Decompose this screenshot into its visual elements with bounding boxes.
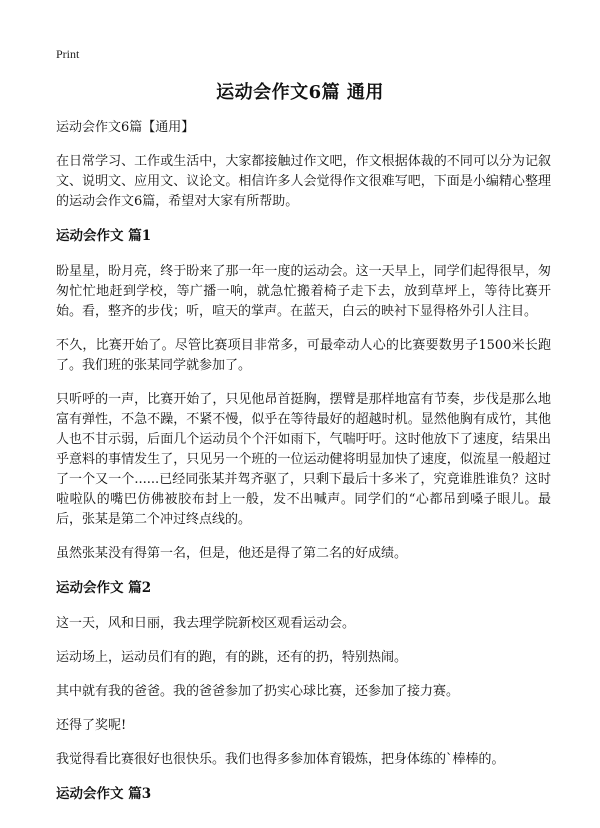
page-title: 运动会作文6篇 通用 — [216, 82, 384, 103]
section-heading-1: 运动会作文 篇1 — [56, 228, 152, 244]
paragraph: 虽然张某没有得第一名，但是，他还是得了第二名的好成绩。 — [56, 546, 408, 561]
paragraph: 不久，比赛开始了。尽管比赛项目非常多，可最牵动人心的比赛要数男子1500米长跑了。我们班的张某同学就参加了。 — [56, 338, 551, 373]
intro-paragraph: 在日常学习、工作或生活中，大家都接触过作文吧，作文根据体裁的不同可以分为记叙文、说明文、应用文、议论文。相信许多人会觉得作文很难写吧，下面是小编精心整理的运动会作文6篇，希望对大家有所帮助。 — [56, 154, 551, 209]
paragraph: 还得了奖呢! — [56, 718, 127, 733]
paragraph: 我觉得看比赛很好也很快乐。我们也得多参加体育锻炼，把身体练的`棒棒的。 — [56, 752, 505, 767]
print-link[interactable]: Print — [56, 47, 80, 61]
article-body — [56, 118, 551, 820]
paragraph: 只听呼的一声，比赛开始了，只见他昂首挺胸，摆臂是那样地富有节奏，步伐是那么地富有弹性，不急不躁，不紧不慢，似乎在等待最好的超越时机。显然他胸有成竹，其他人也不甘示弱，后面几个运动员个个汗如雨下，气喘吁吁。这时他放下了速度，结果出乎意料的事情发生了，只见另一个班的一位运动健将明显加快了速度，似流星一般超过了一个又一个......已经同张某并驾齐驱了，只剩下最后十多米了，究竟谁胜谁负？这时啦啦队的嘴巴仿佛被胶布封上一般，发不出喊声。同学们的“心都吊到嗓子眼儿。最后，张某是第二个冲过终点线的。 — [56, 392, 551, 527]
paragraph: 运动场上，运动员们有的跑，有的跳，还有的扔，特别热闹。 — [56, 650, 408, 665]
section-heading-2: 运动会作文 篇2 — [56, 580, 152, 596]
section-heading-3: 运动会作文 篇3 — [56, 786, 152, 802]
paragraph: 其中就有我的爸爸。我的爸爸参加了扔实心球比赛，还参加了接力赛。 — [56, 684, 460, 699]
paragraph: 盼星星，盼月亮，终于盼来了那一年一度的运动会。这一天早上，同学们起得很早，匆匆忙忙地赶到学校，等广播一响，就急忙搬着椅子走下去，放到草坪上，等待比赛开始。看，整齐的步伐；听，喧天的掌声。在蓝天，白云的映衬下显得格外引人注目。 — [56, 264, 551, 319]
article-subtitle: 运动会作文6篇【通用】 — [56, 120, 195, 135]
paragraph: 这一天，风和日丽，我去理学院新校区观看运动会。 — [56, 616, 356, 631]
